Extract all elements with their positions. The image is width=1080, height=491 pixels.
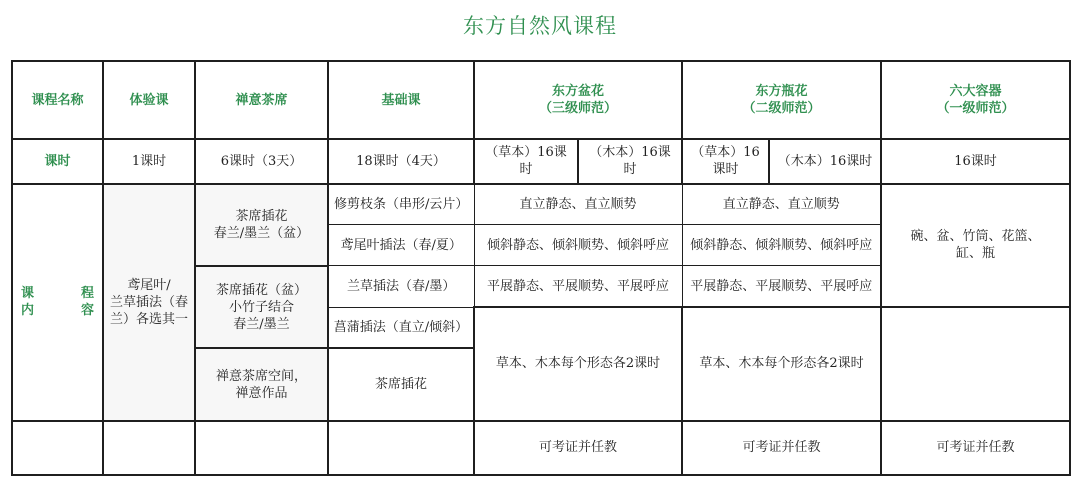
hours-label: 课时: [12, 139, 103, 183]
content-basic-1: 修剪枝条（串形/云片）: [328, 184, 474, 225]
content-pen-4: 草本、木本每个形态各2课时: [474, 307, 682, 421]
hours-ping-wood: （木本）16课时: [769, 139, 881, 183]
content-basic-2: 鸢尾叶插法（春/夏）: [328, 225, 474, 266]
hours-row: [12, 139, 1070, 183]
cert-pen: 可考证并任教: [474, 421, 682, 475]
content-chan-3: 禅意茶席空间， 禅意作品: [195, 348, 328, 420]
hours-basic: 18课时（4天）: [328, 139, 474, 183]
content-basic-5: 茶席插花: [328, 348, 474, 420]
content-basic-3: 兰草插法（春/墨）: [328, 266, 474, 307]
content-chan-1: 茶席插花 春兰/墨兰（盆）: [195, 184, 328, 266]
cert-ping: 可考证并任教: [682, 421, 881, 475]
content-row: [12, 184, 1070, 225]
header-ping-title: 东方瓶花: [755, 84, 808, 100]
content-label: [12, 184, 103, 421]
content-vessel: 碗、盆、竹筒、花篮、 缸、瓶: [881, 184, 1070, 308]
content-trial: 鸢尾叶/ 兰草插法（春 兰）各选其一: [103, 184, 195, 421]
hours-ping-herb: （草本）16课时: [682, 139, 769, 183]
header-pen-title: 东方盆花: [552, 84, 605, 100]
content-label-char: 课: [21, 286, 35, 302]
content-pen-2: 倾斜静态、倾斜顺势、倾斜呼应: [474, 225, 682, 266]
content-label-char: 内: [21, 303, 35, 319]
header-course-name: 课程名称: [12, 61, 103, 139]
header-pen: [474, 61, 682, 139]
header-chan: 禅意茶席: [195, 61, 328, 139]
header-ping-sub: （二级师范）: [742, 101, 821, 117]
cert-row: [12, 421, 1070, 475]
cert-empty: [103, 421, 195, 475]
content-ping-4: 草本、木本每个形态各2课时: [682, 307, 881, 421]
content-label-char: 容: [80, 303, 94, 319]
content-chan-2: 茶席插花（盆） 小竹子结合 春兰/墨兰: [195, 266, 328, 348]
cert-empty: [328, 421, 474, 475]
content-ping-2: 倾斜静态、倾斜顺势、倾斜呼应: [682, 225, 881, 266]
hours-trial: 1课时: [103, 139, 195, 183]
content-pen-3: 平展静态、平展顺势、平展呼应: [474, 266, 682, 307]
hours-chan: 6课时（3天）: [195, 139, 328, 183]
header-ping: [682, 61, 881, 139]
content-basic-4: 菖蒲插法（直立/倾斜）: [328, 307, 474, 348]
hours-vessel: 16课时: [881, 139, 1070, 183]
hours-pen-wood: （木本）16课时: [578, 139, 682, 183]
content-label-char: 程: [80, 286, 94, 302]
hours-pen-herb: （草本）16课时: [474, 139, 578, 183]
page-title: 东方自然风课程: [463, 14, 617, 38]
header-vessel-title: 六大容器: [949, 84, 1002, 100]
header-basic: 基础课: [328, 61, 474, 139]
header-trial: 体验课: [103, 61, 195, 139]
header-row: [12, 61, 1070, 139]
content-ping-1: 直立静态、直立顺势: [682, 184, 881, 225]
cert-vessel: 可考证并任教: [881, 421, 1070, 475]
content-vessel-empty: [881, 307, 1070, 421]
header-vessel-sub: （一级师范）: [936, 101, 1015, 117]
course-table: [11, 60, 1071, 476]
cert-empty: [12, 421, 103, 475]
content-ping-3: 平展静态、平展顺势、平展呼应: [682, 266, 881, 307]
header-vessel: [881, 61, 1070, 139]
header-pen-sub: （三级师范）: [539, 101, 618, 117]
cert-empty: [195, 421, 328, 475]
content-pen-1: 直立静态、直立顺势: [474, 184, 682, 225]
